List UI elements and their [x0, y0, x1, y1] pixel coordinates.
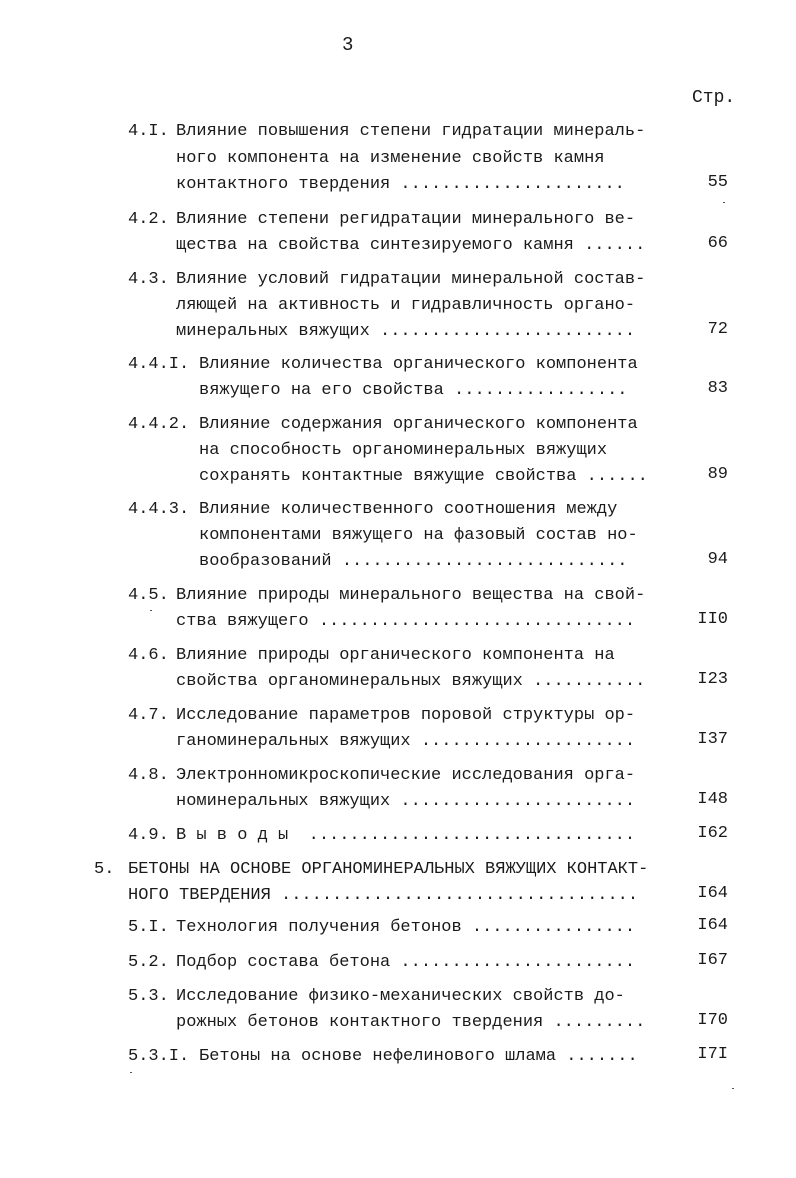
- toc-entry-text: на способность органоминеральных вяжущих: [199, 441, 608, 460]
- toc-entry-number: 5.3.: [128, 987, 169, 1006]
- toc-entry-text: Электронномикроскопические исследования орга-: [176, 766, 636, 785]
- toc-entry-text: ства вяжущего ...............................: [176, 612, 636, 631]
- toc-entry-text: ляющей на активность и гидравличность органо-: [176, 296, 636, 315]
- toc-entry-text: Бетоны на основе нефелинового шлама .......: [199, 1047, 638, 1066]
- toc-entry-number: 4.5.: [128, 586, 169, 605]
- toc-page-number: I64: [697, 916, 728, 935]
- toc-entry-text: номинеральных вяжущих .......................: [176, 792, 636, 811]
- toc-entry-number: 4.7.: [128, 706, 169, 725]
- toc-entry-text: Влияние условий гидратации минеральной состав-: [176, 270, 646, 289]
- toc-entry-number: 4.4.2.: [128, 415, 190, 434]
- toc-entry-text: контактного твердения ......................: [176, 175, 625, 194]
- scan-speck: [150, 610, 152, 611]
- toc-entry-text: сохранять контактные вяжущие свойства ......: [199, 467, 648, 486]
- toc-entry-number: 5.2.: [128, 953, 169, 972]
- toc-entry-number: 4.I.: [128, 122, 169, 141]
- toc-entry-text: ного компонента на изменение свойств камня: [176, 149, 605, 168]
- toc-entry-text: вообразований ............................: [199, 552, 628, 571]
- toc-entry-text: Влияние повышения степени гидратации минераль-: [176, 122, 646, 141]
- toc-page-number: I37: [697, 730, 728, 749]
- toc-entry-text: Влияние количественного соотношения между: [199, 500, 618, 519]
- toc-entry-text: свойства органоминеральных вяжущих ...........: [176, 672, 646, 691]
- scan-speck: [130, 1072, 132, 1073]
- scan-speck: [723, 202, 725, 203]
- toc-page-number: 89: [707, 465, 728, 484]
- toc-entry-text: рожных бетонов контактного твердения .........: [176, 1013, 646, 1032]
- toc-entry-number: 4.3.: [128, 270, 169, 289]
- toc-entry-text: Влияние природы минерального вещества на свой-: [176, 586, 646, 605]
- toc-page-number: I23: [697, 670, 728, 689]
- toc-entry-text: Технология получения бетонов ................: [176, 918, 636, 937]
- toc-entry-text: ганоминеральных вяжущих .....................: [176, 732, 636, 751]
- toc-entry-number: 4.9.: [128, 826, 169, 845]
- toc-entry-number: 5.: [94, 860, 115, 879]
- toc-entry-text: В ы в о д ы ................................: [176, 826, 636, 845]
- toc-page-number: II0: [697, 610, 728, 629]
- toc-entry-text: Влияние содержания органического компонента: [199, 415, 638, 434]
- toc-page-number: 72: [707, 320, 728, 339]
- toc-entry-text: компонентами вяжущего на фазовый состав но-: [199, 526, 638, 545]
- toc-entry-text: Влияние природы органического компонента на: [176, 646, 615, 665]
- toc-entry-number: 4.4.3.: [128, 500, 190, 519]
- toc-page-number: 66: [707, 234, 728, 253]
- toc-page-number: I62: [697, 824, 728, 843]
- page-column-header: Стр.: [692, 88, 736, 108]
- toc-entry-text: вяжущего на его свойства .................: [199, 381, 628, 400]
- toc-entry-text: Исследование параметров поровой структуры ор-: [176, 706, 636, 725]
- toc-entry-text: Влияние степени регидратации минерального ве-: [176, 210, 636, 229]
- toc-entry-text: БЕТОНЫ НА ОСНОВЕ ОРГАНОМИНЕРАЛЬНЫХ ВЯЖУЩИХ КОНТАКТ-: [128, 860, 649, 879]
- toc-entry-number: 4.8.: [128, 766, 169, 785]
- toc-page-number: I70: [697, 1011, 728, 1030]
- toc-entry-number: 5.3.I.: [128, 1047, 190, 1066]
- toc-page-number: I48: [697, 790, 728, 809]
- toc-entry-number: 4.6.: [128, 646, 169, 665]
- toc-page-number: 55: [707, 173, 728, 192]
- toc-entry-text: Исследование физико-механических свойств до-: [176, 987, 625, 1006]
- toc-page-number: I64: [697, 884, 728, 903]
- toc-entry-number: 4.4.I.: [128, 355, 190, 374]
- toc-entry-number: 5.I.: [128, 918, 169, 937]
- toc-page-number: 94: [707, 550, 728, 569]
- toc-page-number: I67: [697, 951, 728, 970]
- page-number: 3: [342, 34, 354, 56]
- toc-entry-text: Подбор состава бетона .......................: [176, 953, 636, 972]
- toc-entry-number: 4.2.: [128, 210, 169, 229]
- toc-entry-text: Влияние количества органического компонента: [199, 355, 638, 374]
- toc-page-number: 83: [707, 379, 728, 398]
- scan-speck: [732, 1088, 734, 1089]
- toc-entry-text: щества на свойства синтезируемого камня ......: [176, 236, 646, 255]
- toc-page-number: I7I: [697, 1045, 728, 1064]
- toc-entry-text: минеральных вяжущих .........................: [176, 322, 636, 341]
- toc-entry-text: НОГО ТВЕРДЕНИЯ ...................................: [128, 886, 639, 905]
